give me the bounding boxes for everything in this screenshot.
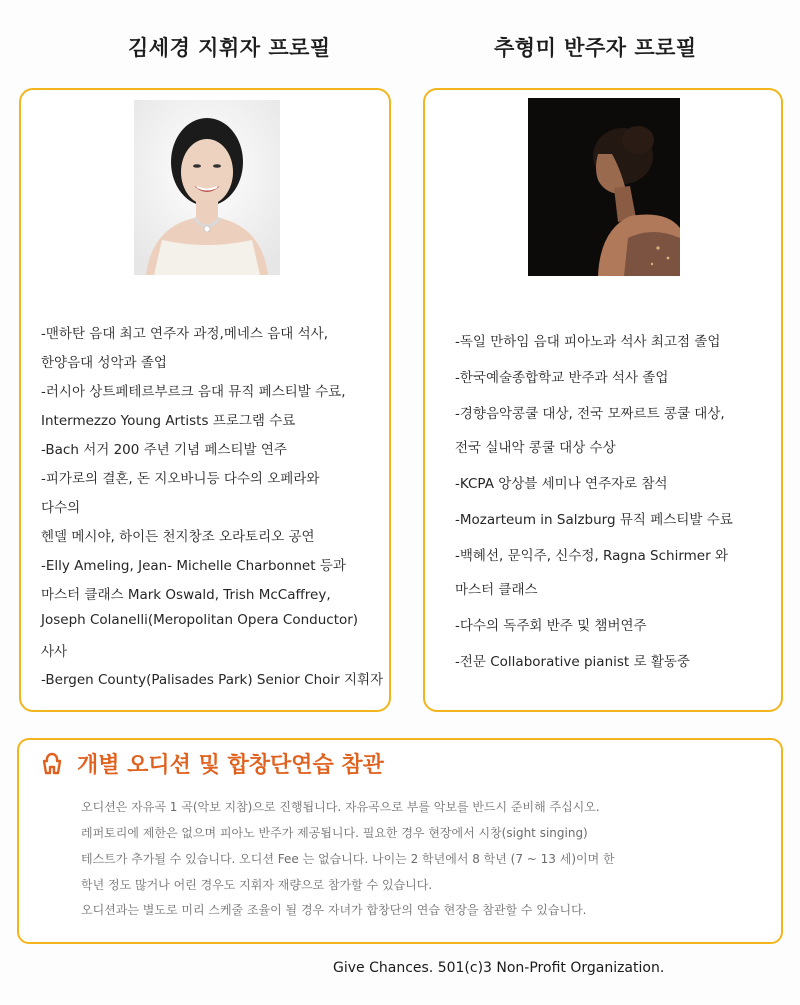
audition-title: 개별 오디션 및 합창단연습 참관 [77,753,384,778]
conductor-profile-title: 김세경 지휘자 프로필 [128,36,331,60]
accompanist-bio-line: -백혜선, 문익주, 신수정, Ragna Schirmer 와 [455,548,728,564]
accompanist-bio-line: -전문 Collaborative pianist 로 활동중 [455,654,690,670]
conductor-bio-line: -맨하탄 음대 최고 연주자 과정,메네스 음대 석사, [41,326,328,342]
accompanist-bio [455,330,775,690]
conductor-bio-line: Joseph Colanelli(Meropolitan Opera Conductor) [41,612,359,628]
audition-text-line: 테스트가 추가될 수 있습니다. 오디션 Fee 는 없습니다. 나이는 2 학년에서 8 학년 (7 ~ 13 세)이며 한 [81,852,615,866]
conductor-bio [41,322,386,702]
accompanist-bio-line: -독일 만하임 음대 피아노과 석사 최고점 졸업 [455,334,721,350]
accompanist-photo [528,98,680,276]
conductor-bio-line: -피가로의 결혼, 돈 지오바니등 다수의 오페라와 [41,471,320,487]
accompanist-bio-line: 전국 실내악 콩쿨 대상 수상 [455,440,616,456]
conductor-bio-line: -Bach 서거 200 주년 기념 페스티발 연주 [41,442,287,458]
audition-text-line: 학년 정도 많거나 어린 경우도 지휘자 재량으로 참가할 수 있습니다. [81,878,433,892]
accompanist-bio-line: 마스터 클래스 [455,582,538,598]
accompanist-bio-line: -다수의 독주회 반주 및 챔버연주 [455,618,647,634]
conductor-profile-card [19,88,391,712]
organization-footer: Give Chances. 501(c)3 Non-Profit Organization. [333,960,665,976]
accompanist-bio-line: -Mozarteum in Salzburg 뮤직 페스티발 수료 [455,512,733,528]
audition-info-card [17,738,783,944]
accompanist-profile-title: 추형미 반주자 프로필 [494,36,697,60]
audition-text-line: 오디션과는 별도로 미리 스케줄 조율이 될 경우 자녀가 합창단의 연습 현장을 참관할 수 있습니다. [81,903,587,917]
conductor-bio-line: -Bergen County(Palisades Park) Senior Choir 지휘자 [41,672,384,688]
accompanist-bio-line: -경향음악콩쿨 대상, 전국 모짜르트 콩쿨 대상, [455,406,725,422]
accompanist-bio-line: -KCPA 앙상블 세미나 연주자로 참석 [455,476,668,492]
conductor-bio-line: -러시아 상트페테르부르크 음대 뮤직 페스티발 수료, [41,384,346,400]
notice-icon [41,752,63,776]
conductor-photo [134,100,280,275]
accompanist-profile-card [423,88,783,712]
conductor-bio-line: 다수의 [41,500,81,516]
conductor-bio-line: 헨델 메시야, 하이든 천지창조 오라토리오 공연 [41,529,315,545]
conductor-bio-line: Intermezzo Young Artists 프로그램 수료 [41,413,296,429]
audition-text-line: 오디션은 자유곡 1 곡(악보 지참)으로 진행됩니다. 자유곡으로 부를 악보를 반드시 준비해 주십시오. [81,800,600,814]
audition-text-line: 레퍼토리에 제한은 없으며 피아노 반주가 제공됩니다. 필요한 경우 현장에서 시창(sight singing) [81,826,588,840]
conductor-bio-line: -Elly Ameling, Jean- Michelle Charbonnet 등과 [41,558,346,574]
conductor-bio-line: 사사 [41,644,68,660]
conductor-bio-line: 한양음대 성악과 졸업 [41,355,167,371]
conductor-bio-line: 마스터 클래스 Mark Oswald, Trish McCaffrey, [41,587,331,603]
accompanist-bio-line: -한국예술종합학교 반주과 석사 졸업 [455,370,669,386]
